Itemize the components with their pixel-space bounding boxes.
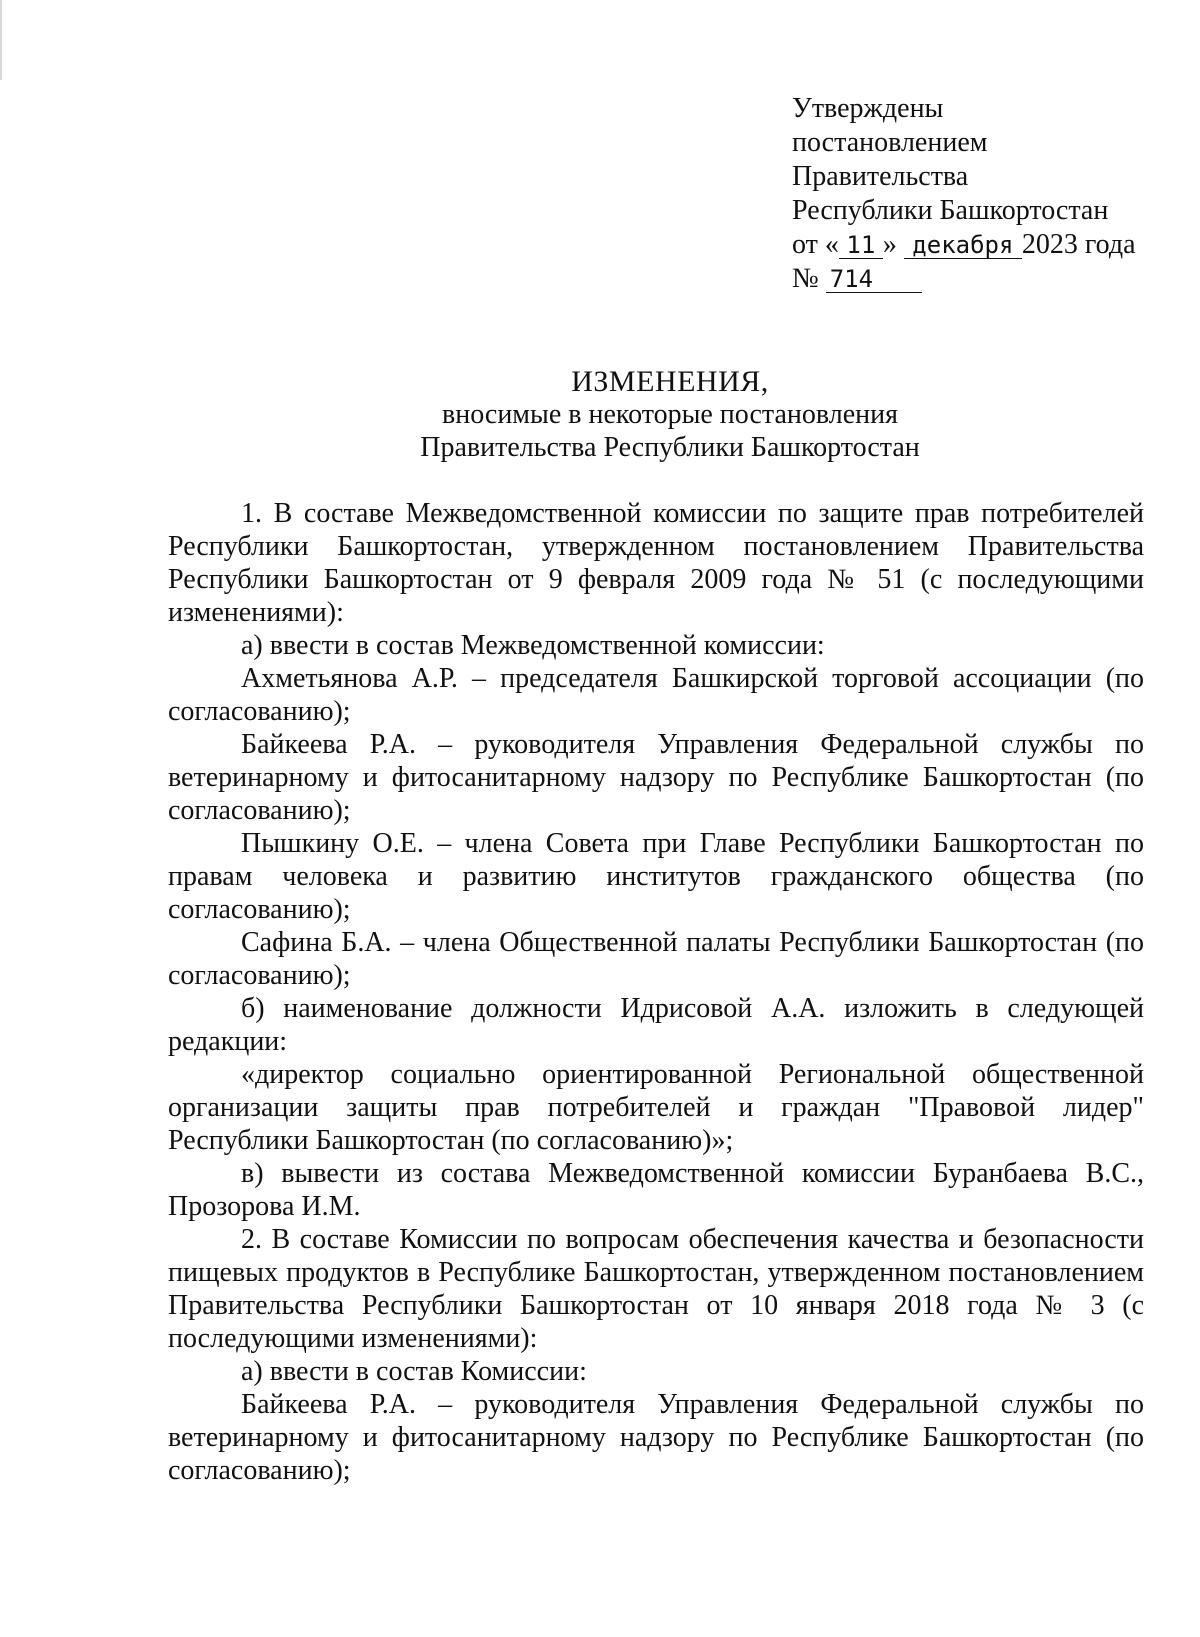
title-sub-1: вносимые в некоторые постановления	[441, 399, 899, 430]
approval-line-4: Республики Башкортостан	[792, 195, 1109, 226]
title-main: ИЗМЕНЕНИЯ,	[571, 365, 769, 398]
paragraph-9: в) вывести из состава Межведомственной комиссии Буранбаева В.С., Прозорова И.М.	[168, 1158, 1144, 1222]
date-prefix: от «	[792, 229, 839, 260]
approval-line-1: Утверждены	[792, 93, 944, 124]
paragraph-11: а) ввести в состав Комиссии:	[241, 1356, 587, 1387]
paragraph-6: Сафина Б.А. – члена Общественной палаты Республики Башкортостан (по согласованию);	[168, 927, 1144, 991]
paragraph-2: а) ввести в состав Межведомственной комиссии:	[241, 630, 825, 661]
paragraph-5: Пышкину О.Е. – члена Совета при Главе Республики Башкортостан по правам человека и развитию институтов гражданского общества (по согласованию);	[168, 828, 1144, 925]
date-day: 11	[839, 232, 883, 259]
approval-number	[792, 262, 1192, 296]
paragraph-1: 1. В составе Межведомственной комиссии по защите прав потребителей Республики Башкортостан, утвержденном постановлением Правительства Республики Башкортостан от 9 февраля 2009 года № 51 (с последующими изменениями):	[168, 498, 1144, 628]
paragraph-8: «директор социально ориентированной Региональной общественной организации защиты прав потребителей и граждан "Правовой лидер" Республики Башкортостан (по согласованию)»;	[168, 1059, 1144, 1156]
number-prefix: №	[792, 263, 819, 294]
paragraph-12: Байкеева Р.А. – руководителя Управления Федеральной службы по ветеринарному и фитосанитарному надзору по Республике Башкортостан (по согласованию);	[168, 1389, 1144, 1486]
paragraph-7: б) наименование должности Идрисовой А.А. изложить в следующей редакции:	[168, 993, 1144, 1057]
paragraph-4: Байкеева Р.А. – руководителя Управления Федеральной службы по ветеринарному и фитосанитарному надзору по Республике Башкортостан (по согласованию);	[168, 729, 1144, 826]
approval-block	[792, 92, 1192, 296]
document-body	[168, 497, 1144, 1487]
approval-date	[792, 228, 1192, 262]
approval-line-2: постановлением	[792, 127, 988, 158]
date-suffix: 2023 года	[1021, 229, 1136, 260]
approval-line-3: Правительства	[792, 161, 969, 192]
paragraph-10: 2. В составе Комиссии по вопросам обеспечения качества и безопасности пищевых продуктов в Республике Башкортостан, утвержденном постановлением Правительства Республики Башкортостан от 10 января 2018 года № 3 (с последующими изменениями):	[168, 1224, 1144, 1354]
scan-edge-mark	[0, 0, 2, 80]
date-month: декабря	[904, 232, 1022, 259]
document-title	[170, 365, 1170, 464]
title-sub-2: Правительства Республики Башкортостан	[420, 432, 920, 463]
number-value: 714	[826, 266, 922, 293]
date-mid: »	[882, 229, 897, 260]
paragraph-3: Ахметьянова А.Р. – председателя Башкирской торговой ассоциации (по согласованию);	[168, 663, 1144, 727]
